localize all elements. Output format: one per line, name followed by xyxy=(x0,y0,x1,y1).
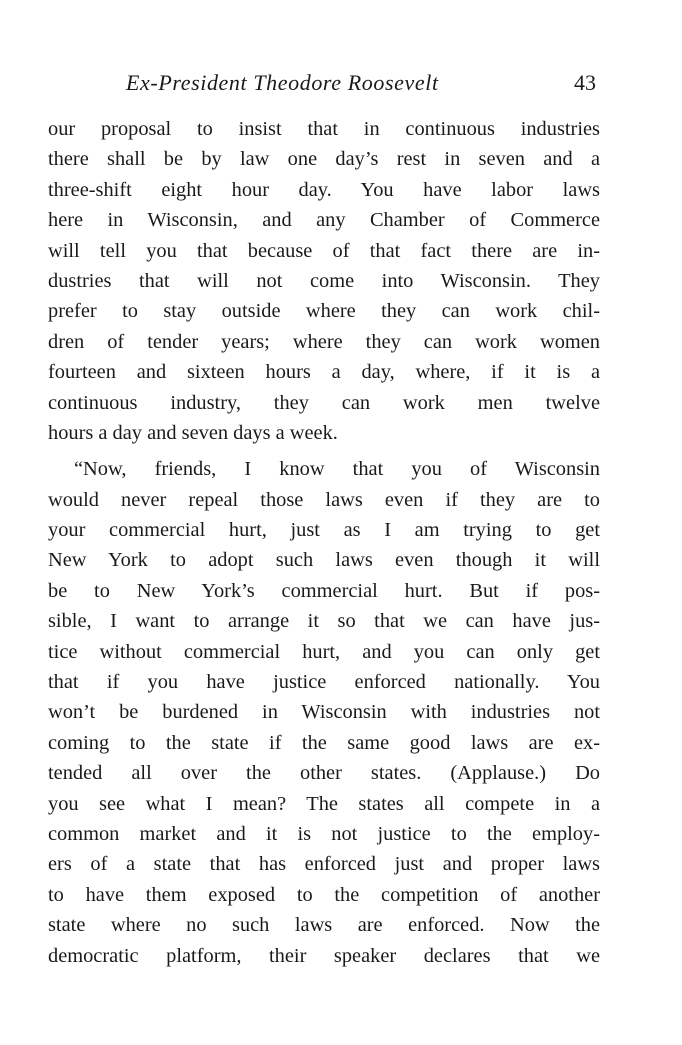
text-line: your commercial hurt, just as I am trying to get xyxy=(48,519,600,542)
text-line: to have them exposed to the competition of another xyxy=(48,883,600,906)
text-line: will tell you that because of that fact there are in- xyxy=(48,239,600,262)
text-line: state where no such laws are enforced. Now the xyxy=(48,914,600,937)
body-text xyxy=(48,114,600,971)
text-line: “Now, friends, I know that you of Wisconsin xyxy=(74,458,600,481)
text-line: tended all over the other states. (Applause.) Do xyxy=(48,762,600,785)
paragraph-2 xyxy=(48,454,600,971)
text-line: would never repeal those laws even if they are to xyxy=(48,488,600,511)
text-line: hours a day and seven days a week. xyxy=(48,421,338,444)
text-line: there shall be by law one day’s rest in seven and a xyxy=(48,148,600,171)
page-number: 43 xyxy=(574,70,596,95)
paragraph-1 xyxy=(48,114,600,448)
running-title: Ex-President Theodore Roosevelt xyxy=(126,70,439,95)
text-line: democratic platform, their speaker declares that we xyxy=(48,944,600,967)
text-line: ers of a state that has enforced just and proper laws xyxy=(48,853,600,876)
text-line: won’t be burdened in Wisconsin with industries not xyxy=(48,701,600,724)
text-line: common market and it is not justice to the employ- xyxy=(48,822,600,845)
text-line: be to New York’s commercial hurt. But if pos- xyxy=(48,579,600,602)
text-line: tice without commercial hurt, and you can only get xyxy=(48,640,600,663)
text-line: sible, I want to arrange it so that we can have jus- xyxy=(48,610,600,633)
text-line: coming to the state if the same good laws are ex- xyxy=(48,731,600,754)
running-header xyxy=(48,66,600,100)
text-line: dustries that will not come into Wisconsin. They xyxy=(48,269,600,292)
text-line: New York to adopt such laws even though it will xyxy=(48,549,600,572)
text-line: you see what I mean? The states all compete in a xyxy=(48,792,600,815)
text-line: continuous industry, they can work men twelve xyxy=(48,391,600,414)
text-line: fourteen and sixteen hours a day, where, if it is a xyxy=(48,361,600,384)
text-line: here in Wisconsin, and any Chamber of Commerce xyxy=(48,209,600,232)
text-line: that if you have justice enforced nationally. You xyxy=(48,671,600,694)
text-line: our proposal to insist that in continuous industries xyxy=(48,118,600,140)
text-line: dren of tender years; where they can work women xyxy=(48,330,600,353)
text-line: three-shift eight hour day. You have labor laws xyxy=(48,178,600,201)
text-line: prefer to stay outside where they can work chil- xyxy=(48,300,600,323)
